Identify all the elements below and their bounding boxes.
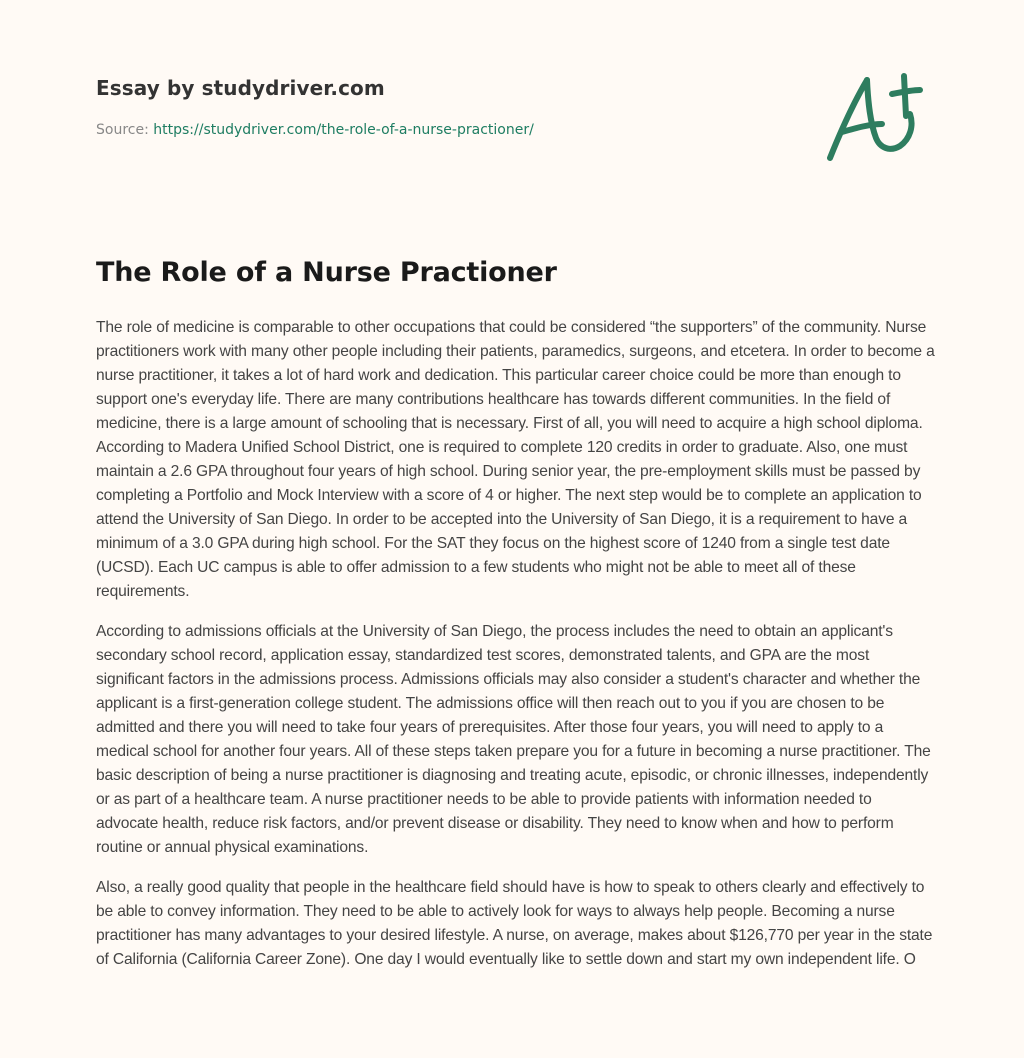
essay-paragraph: The role of medicine is comparable to other occupations that could be considered “the supporters” of the community. Nurse practitioners work with many other people including their patients, paramedics, surgeons, and etcetera. In order to become a nurse practitioner, it takes a lot of hard work and dedication. This particular career choice could be more than enough to support one's everyday life. There are many contributions healthcare has towards different communities. In the field of medicine, there is a large amount of schooling that is necessary. First of all, you will need to acquire a high school diploma. According to Madera Unified School District, one is required to complete 120 credits in order to graduate. Also, one must maintain a 2.6 GPA throughout four years of high school. During senior year, the pre-employment skills must be passed by completing a Portfolio and Mock Interview with a score of 4 or higher. The next step would be to complete an application to attend the University of San Diego. In order to be accepted into the University of San Diego, it is a requirement to have a minimum of a 3.0 GPA during high school. For the SAT they focus on the highest score of 1240 from a single test date (UCSD). Each UC campus is able to offer admission to a few students who might not be able to meet all of these requirements. bbox=[96, 319, 935, 600]
essay-title: The Role of a Nurse Practioner bbox=[96, 257, 557, 288]
source-line bbox=[96, 122, 816, 138]
essay-body bbox=[96, 316, 936, 988]
a-plus-grade-icon bbox=[820, 66, 930, 166]
essay-paragraph: Also, a really good quality that people in the healthcare field should have is how to speak to others clearly and effectively to be able to convey information. They need to be able to actively look for ways to always help people. Becoming a nurse practitioner has many advantages to your desired lifestyle. A nurse, on average, makes about $126,770 per year in the state of California (California Career Zone). One day I would eventually like to settle down and start my own independent life. O bbox=[96, 879, 933, 968]
essay-paragraph: According to admissions officials at the University of San Diego, the process includes the need to obtain an applicant's secondary school record, application essay, standardized test scores, demonstrated talents, and GPA are the most significant factors in the admissions process. Admissions officials may also consider a student's character and whether the applicant is a first-generation college student. The admissions office will then reach out to you if you are chosen to be admitted and there you will need to take four years of prerequisites. After those four years, you will need to apply to a medical school for another four years. All of these steps taken prepare you for a future in becoming a nurse practitioner. The basic description of being a nurse practitioner is diagnosing and treating acute, episodic, or chronic illnesses, independently or as part of a healthcare team. A nurse practitioner needs to be able to provide patients with information needed to advocate health, reduce risk factors, and/or prevent disease or disability. They need to know when and how to perform routine or annual physical examinations. bbox=[96, 623, 931, 856]
essay-header bbox=[96, 76, 816, 138]
source-link[interactable]: https://studydriver.com/the-role-of-a-nurse-practioner/ bbox=[153, 122, 534, 138]
source-label: Source: bbox=[96, 122, 154, 138]
site-title: Essay by studydriver.com bbox=[96, 76, 385, 100]
